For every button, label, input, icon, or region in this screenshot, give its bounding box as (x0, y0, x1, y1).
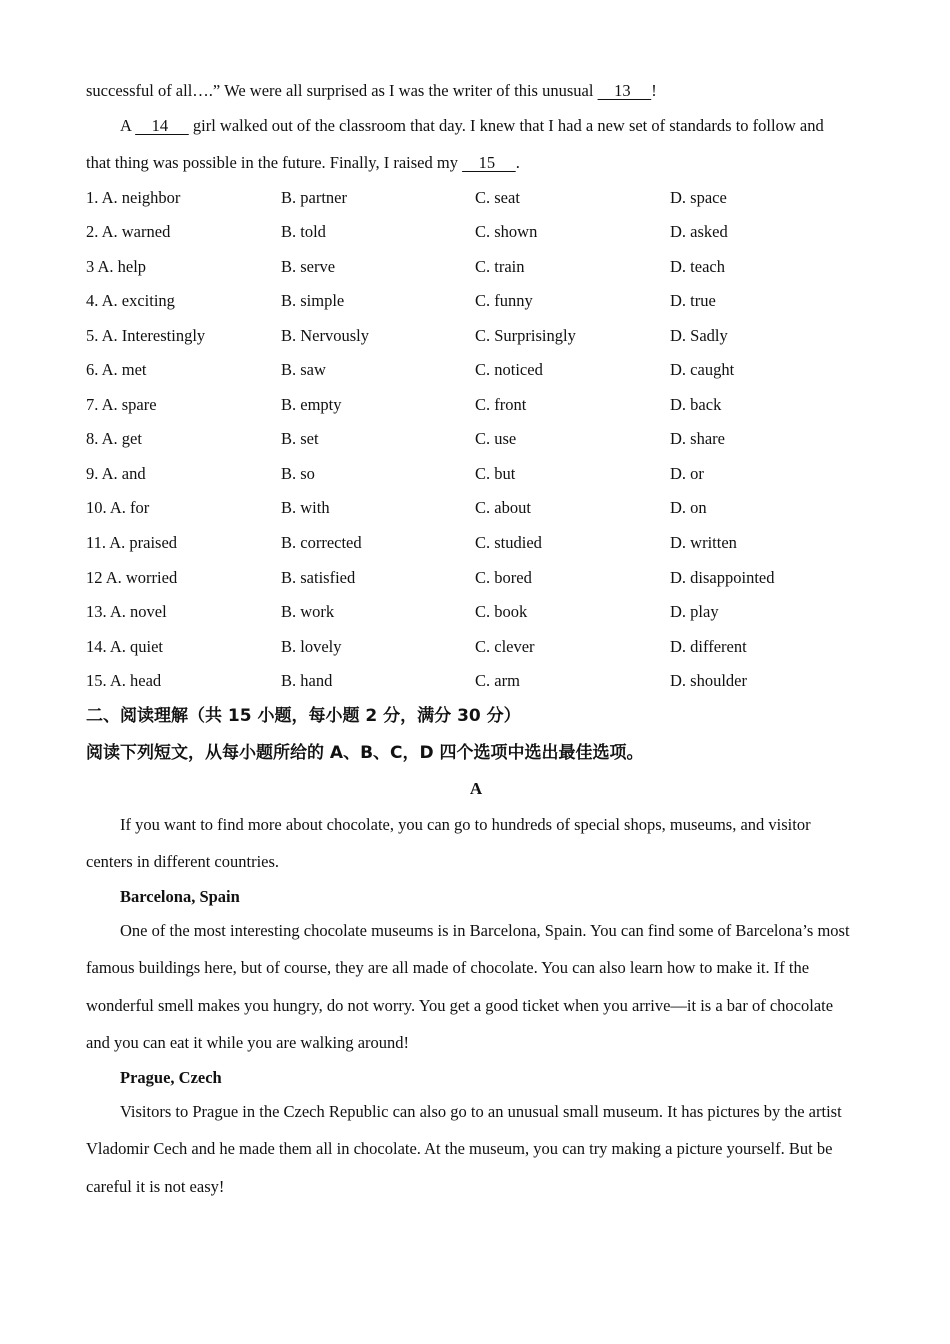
option-d: D. or (670, 464, 704, 483)
option-c: C. bored (475, 568, 532, 587)
option-c: C. Surprisingly (475, 326, 576, 345)
option-d: D. shoulder (670, 671, 747, 690)
option-b: B. so (281, 464, 315, 483)
paragraph-line: Vladomir Cech and he made them all in chocolate. At the museum, you can try making a picture yourself. But be (86, 1139, 833, 1158)
option-c: C. studied (475, 533, 542, 552)
option-b: B. hand (281, 671, 333, 690)
option-a: 8. A. get (86, 429, 142, 448)
option-b: B. serve (281, 257, 336, 276)
paragraph-line: and you can eat it while you are walking around! (86, 1033, 410, 1052)
option-d: D. caught (670, 360, 735, 379)
paragraph-line: If you want to find more about chocolate, you can go to hundreds of special shops, museums, and visitor (120, 815, 811, 834)
option-c: C. use (475, 429, 517, 448)
paragraph-line: wonderful smell makes you hungry, do not worry. You get a good ticket when you arrive—it is a bar of chocolate (86, 996, 834, 1015)
option-c: C. book (475, 602, 528, 621)
punctuation: . (515, 153, 520, 172)
option-b: B. lovely (281, 637, 342, 656)
option-b: B. simple (281, 291, 345, 310)
passage-text: successful of all….” We were all surprised as I was the writer of this unusual (86, 81, 598, 100)
option-d: D. true (670, 291, 716, 310)
option-a: 9. A. and (86, 464, 146, 483)
passage-line (120, 116, 824, 136)
option-d: D. play (670, 602, 719, 621)
option-b: B. set (281, 429, 319, 448)
option-c: C. noticed (475, 360, 543, 379)
option-c: C. clever (475, 637, 535, 656)
option-c: C. seat (475, 188, 520, 207)
option-a: 14. A. quiet (86, 637, 163, 656)
option-a: 6. A. met (86, 360, 147, 379)
option-a: 4. A. exciting (86, 291, 175, 310)
option-b: B. saw (281, 360, 326, 379)
option-a: 7. A. spare (86, 395, 157, 414)
option-d: D. back (670, 395, 722, 414)
option-d: D. different (670, 637, 747, 656)
option-c: C. shown (475, 222, 538, 241)
option-a: 13. A. novel (86, 602, 167, 621)
paragraph-line: Visitors to Prague in the Czech Republic can also go to an unusual small museum. It has pictures by the artist (120, 1102, 842, 1121)
passage-line (86, 81, 657, 101)
blank-13: 13 (597, 81, 652, 100)
option-c: C. about (475, 498, 531, 517)
option-c: C. funny (475, 291, 533, 310)
paragraph-line: famous buildings here, but of course, they are all made of chocolate. You can also learn how to make it. If the (86, 958, 810, 977)
option-d: D. Sadly (670, 326, 728, 345)
option-d: D. disappointed (670, 568, 775, 587)
option-c: C. arm (475, 671, 520, 690)
passage-text: that thing was possible in the future. Finally, I raised my (86, 153, 463, 172)
option-a: 3 A. help (86, 257, 147, 276)
option-a: 10. A. for (86, 498, 150, 517)
section-instruction: 阅读下列短文，从每小题所给的 A、B、C，D 四个选项中选出最佳选项。 (86, 743, 644, 763)
passage-text: girl walked out of the classroom that day. I knew that I had a new set of standards to follow and (188, 116, 824, 135)
option-a: 12 A. worried (86, 568, 178, 587)
paragraph-line: centers in different countries. (86, 852, 280, 871)
punctuation: ! (651, 81, 657, 100)
option-b: B. partner (281, 188, 347, 207)
option-d: D. written (670, 533, 737, 552)
option-c: C. front (475, 395, 527, 414)
section-heading: 二、阅读理解（共 15 小题，每小题 2 分，满分 30 分） (86, 706, 521, 726)
paragraph-line: careful it is not easy! (86, 1177, 225, 1196)
option-c: C. but (475, 464, 516, 483)
passage-text: A (120, 116, 136, 135)
option-a: 11. A. praised (86, 533, 178, 552)
option-d: D. share (670, 429, 725, 448)
option-a: 15. A. head (86, 671, 162, 690)
option-a: 1. A. neighbor (86, 188, 181, 207)
option-b: B. work (281, 602, 335, 621)
option-d: D. asked (670, 222, 728, 241)
subheading-barcelona: Barcelona, Spain (120, 887, 240, 906)
part-label: A (469, 779, 483, 798)
option-a: 5. A. Interestingly (86, 326, 206, 345)
option-b: B. with (281, 498, 330, 517)
subheading-prague: Prague, Czech (120, 1068, 222, 1087)
blank-14: 14 (135, 116, 189, 135)
option-b: B. empty (281, 395, 342, 414)
blank-15: 15 (462, 153, 516, 172)
option-d: D. on (670, 498, 707, 517)
option-d: D. space (670, 188, 727, 207)
option-b: B. corrected (281, 533, 362, 552)
option-b: B. Nervously (281, 326, 369, 345)
option-b: B. told (281, 222, 326, 241)
option-b: B. satisfied (281, 568, 356, 587)
option-d: D. teach (670, 257, 725, 276)
option-a: 2. A. warned (86, 222, 171, 241)
paragraph-line: One of the most interesting chocolate museums is in Barcelona, Spain. You can find some of Barcelona’s most (120, 921, 850, 940)
passage-line (86, 153, 520, 173)
option-c: C. train (475, 257, 525, 276)
